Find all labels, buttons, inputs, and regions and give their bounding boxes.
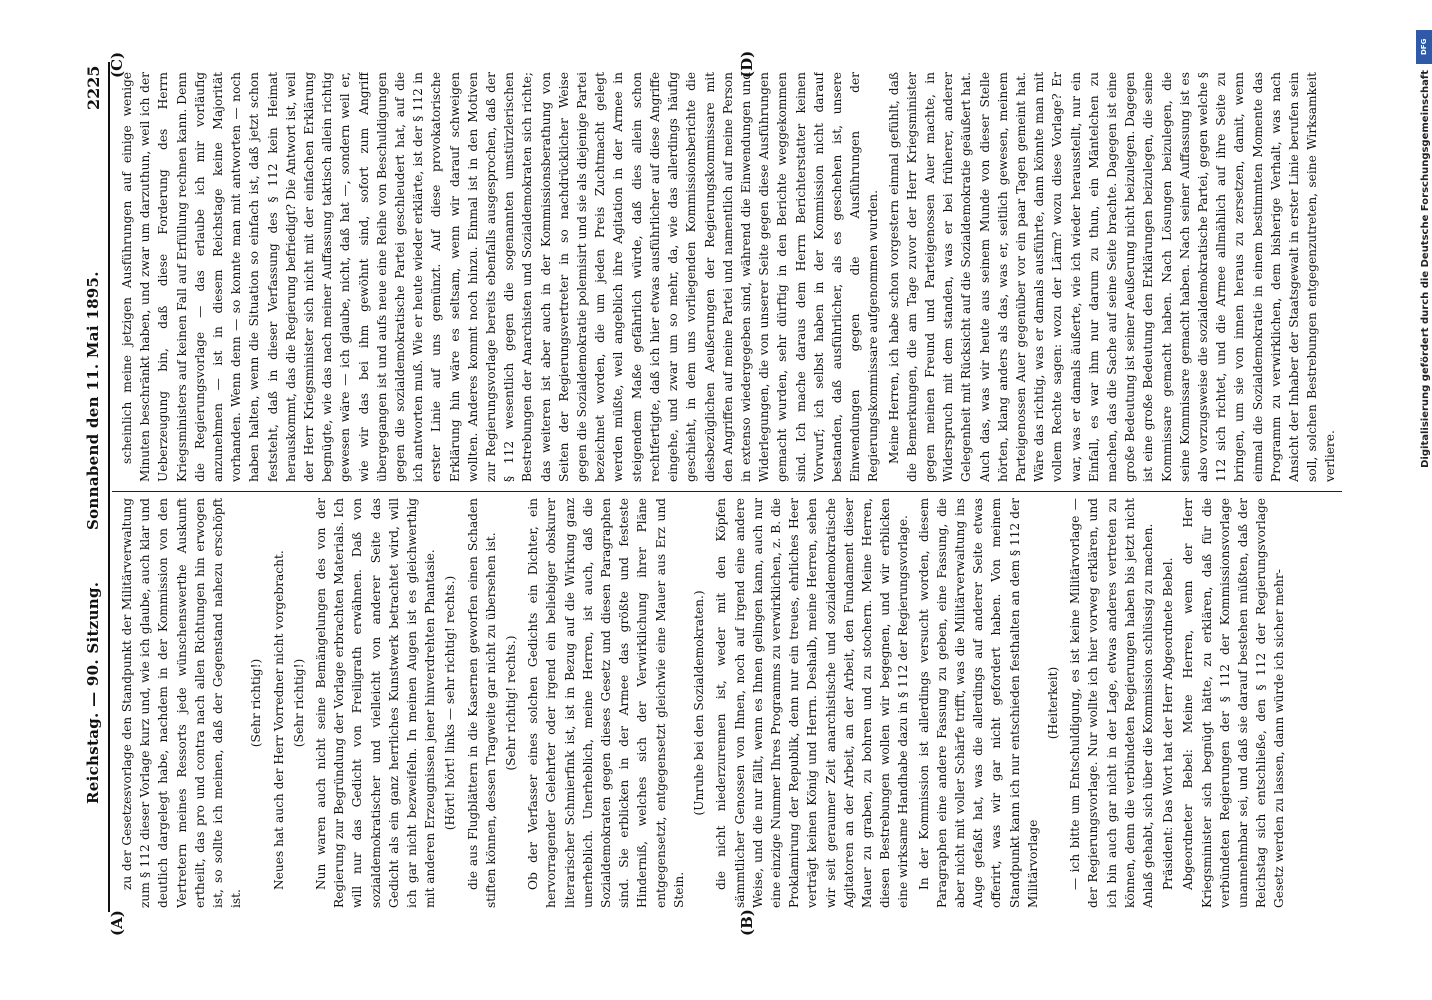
paragraph: — ich bitte um Entschuldigung, es ist keine Militärvorlage — der Regierungsvorlage. Nur wollte ich hier vorweg erklären, und ich bin auch gar nicht in der Lage, etwas anderes vertreten zu können, denn die verbündeten Regierungen haben bis jetzt nicht Anlaß gehabt, sich über die Kommission schlüssig zu machen. [1068, 498, 1155, 908]
interjection: (Sehr richtig!) [291, 658, 306, 748]
paragraph: Meine Herren, ich habe schon vorgestern einmal gefühlt, daß die Bemerkungen, die am Tage zuvor der Herr Kriegsminister gegen meinen Freund und Parteigenossen Auer machte, in Widerspruch mit dem standen, was er bei früherer, anderer Gelegenheit mit Rücksicht auf die Sozialdemokratie geäußert hat. Auch das, was wir heute aus seinem Munde von dieser Stelle hörten, klang anders als das, was er, seitlich gewesen, meinem Parteigenossen Auer gegenüber vor ein paar Tagen gemeint hat. Wäre das richtig, was er damals ausführte, dann könnte man mit vollem Rechte sagen: wozu der Lärm? wozu diese Vorlage? Er war, was er damals äußerte, wie ich wieder herausstellt, nur ein Einfall, es war ihm nur darum zu thun, ein Mäntelchen zu machen, das die Sache auf seine Seite brachte. Dagegen ist eine große Bedeutung ist seiner Aeußerung nicht beizulegen. Dagegen ist eine große Bedeutung den Erklärungen beizulegen, die seine Kommissare gemacht haben. Nach Lösungen beizulegen, die seine Kommissare gemacht haben. Nach seiner Auffassung ist es also vorzugsweise die sozialdemokratische Partei, gegen welche § 112 sich richtet, und die Armee allmählich auf ihre Seite zu bringen, um sie von innen heraus zu zersetzen, damit, wenn einmal die Sozialdemokratie in einem bestimmten Momente das Programm zu verwirklichen, dem bisherige Verhalt, was nach Ansicht der Inhaber der Staatsgewalt in erster Linie berufen sein soll, solchen Bestrebungen entgegenzutreten, seine Wirksamkeit verliere. [886, 72, 1338, 482]
left-column [118, 498, 1343, 908]
paragraph: scheinlich meine jetzigen Ausführungen auf einige wenige Minuten beschränkt haben, und zwar um darzuthun, weil ich der Ueberzeugung bin, daß diese Forderung des Herrn Kriegsministers auf keinen Fall auf Erfüllung rechnen kann. Denn die Regierungsvorlage — das erlaube ich mir vorläufig anzunehmen — ist in diesem Reichstage keine Majorität vorhanden. Wenn denn — so konnte man mit antworten — noch haben halten, wenn die Situation so einfach ist, daß jetzt schon feststeht, daß in dieser Verfassung des § 112 kein Heimat herauskommt, das die Regierung befriedigt? Die Antwort ist, weil der Herr Kriegsminister sich nicht mit der einfachen Erklärung begnügte, wie das nach meiner Auffassung taktisch allein richtig gewesen wäre — ich glaube, nicht, daß hat —, sondern weil er, wie wir das bei ihm gewöhnt sind, sofort zum Angriff übergegangen ist und aufs neue eine Reihe von Beschuldigungen gegen die sozialdemokratische Partei geschleudert hat, auf die ich antworten muß. Wie er heute wieder erklärte, ist der § 112 in erster Linie auf uns gemünzt. Auf diese provokatorische Erklärung hin wäre es seltsam, wenn wir darauf schweigen wollten. Anderes kommt noch hinzu. Einmal ist in den Motiven zur Regierungsvorlage bereits ebenfalls ausgesprochen, daß der § 112 wesentlich gegen die sogenannten umstürzlerischen Bestrebungen der Anarchisten und Sozialdemokraten sich richte; das weiteren ist aber auch in der Kommissionsberathung von Seiten der Regierungsvertreter in so nachdrücklicher Weise gegen die Sozialdemokratie polemisirt und sie als diejenige Partei bezeichnet worden, die um jeden Preis Zuchtmacht gelegt werden müßte, weil angeblich ihre Agitation in der Armee in steigendem Maße gefährlich würde, daß dies allein schon rechtfertigte, daß ich hier etwas ausführlicher auf diese Angriffe eingehe, und zwar um so mehr, da, wie das allerdings häufig geschieht, in dem uns vorliegenden Kommissionsberichte die diesbezüglichen Aeußerungen der Regierungskommissare mit den Angriffen auf meine Partei und namentlich auf meine Person in extenso wiedergegeben sind, während die Einwendungen und Widerlegungen, die von unserer Seite gegen diese Ausführungen gemacht wurden, sehr dürftig in den Berichte weggekommen sind. Ich mache daraus dem Herrn Berichterstatter keinen Vorwurf; ich selbst haben in der Kommission nicht darauf bestanden, daß ausführlicher, als es geschehen ist, unsere Einwendungen gegen die Ausführungen der Regierungskommissare aufgenommen wurden. [120, 72, 881, 482]
interjection: (Hört! hört! links — sehr richtig! rechts.) [443, 575, 458, 831]
margin-letter-b: (B) [738, 909, 756, 936]
margin-letter-a: (A) [108, 910, 126, 936]
paragraph: Neues hat auch der Herr Vorredner nicht vorgebracht. [271, 550, 286, 890]
paragraph: zu der Gesetzesvorlage den Standpunkt der Militärverwaltung zum § 112 dieser Vorlage kurz und, wie ich glaube, auch klar und deutlich dargelegt habe, nachdem in der Kommission von den Vertretern meines Ressorts jede wünschenswerthe Auskunft ertheilt, das pro und contra nach allen Richtungen hin erwogen ist, so sollte ich meinen, daß der Gegenstand nahezu erschöpft ist. [120, 498, 244, 908]
page-number: 2225 [84, 65, 103, 110]
dfg-logo: DFG [1416, 30, 1432, 64]
margin-letter-d: (D) [738, 50, 756, 78]
interjection: (Sehr richtig!) [249, 658, 264, 748]
paragraph: Abgeordneter Bebel: Meine Herren, wenn der Herr Kriegsminister sich begnügt hätte, zu erklären, daß für die verbündeten Regierungen der § 112 der Kommissionsvorlage unannehmbar sei, und daß sie darauf bestehen müßten, daß der Reichstag sich entschließe, den § 112 der Regierungsvorlage Gesetz werden zu lassen, dann würde ich sicher mehr- [1181, 498, 1287, 908]
interjection: (Unruhe bei den Sozialdemokraten.) [692, 590, 707, 816]
header-date: Sonnabend den 11. Mai 1895. [84, 271, 102, 530]
paragraph: die aus Flugblättern in die Kasernen geworfen einen Schaden stiften können, dessen Tragweite gar nicht zu übersehen ist. [465, 498, 498, 908]
right-column [118, 72, 1343, 482]
paragraph: In der Kommission ist allerdings versucht worden, diesem Paragraphen eine andere Fassung zu geben, eine Fassung, die aber nicht mit voller Schärfe trifft, was die Militärverwaltung ins Auge gefaßt hat, was die allerdings auf anderer Seite etwas offerirt, was wir gar nicht gefordert haben. Von meinem Standpunkt kann ich nur entschieden festhalten an dem § 112 der Militärvorlage [916, 498, 1040, 908]
column-divider [112, 491, 1342, 492]
interjection: (Sehr richtig! rechts.) [504, 635, 519, 771]
margin-letter-c: (C) [108, 51, 126, 78]
rotated-scan-page [0, 40, 1400, 1000]
paragraph: Nun waren auch nicht seine Bemängelungen des von der Regierung zur Begründung der Vorlage erbrachten Materials. Ich will nur das Gedicht von Freiligrath erwähnen. Daß von sozialdemokratischer und vielleicht von anderer Seite das Gedicht als ein ganz herrliches Kunstwerk betrachtet wird, will ich gar nicht bezweifeln. In meinen Augen ist es gleichwerthig mit anderen Erzeugnissen jener hinverdrehten Phantasie. [314, 498, 438, 908]
speaker-line: Präsident: Das Wort hat der Herr Abgeordnete Bebel. [1161, 557, 1176, 890]
header-left: Reichstag. — 90. Sitzung. [84, 581, 102, 804]
header-rule [108, 62, 110, 912]
interjection: (Heiterkeit) [1045, 666, 1060, 740]
paragraph: Ob der Verfasser eines solchen Gedichts ein Dichter, ein hervorragender Gelehrter oder irgend ein beliebiger obskurer literarischer Schmierfink ist, ist in Bezug auf die Wirkung ganz unerheblich. Unerheblich, meine Herren, ist auch, daß die Sozialdemokraten gegen dieses Gesetz und diesen Paragraphen sind. Sie erblicken in der Armee das größte und festeste Hinderniß, welches sich der Verwirklichung ihrer Pläne entgegensetzt, entgegensetzt gleichwie eine Mauer aus Erz und Stein. [526, 498, 686, 908]
digitization-note: Digitalisierung gefördert durch die Deutsche Forschungsgemeinschaft [1420, 70, 1431, 468]
paragraph: die nicht niederzurennen ist, weder mit den Köpfen sämmtlicher Genossen von Ihnen, noch auf irgend eine andere Weise, und die nur fällt, wenn es Ihnen gelingen kann, auch nur eine einzige Nummer Ihres Programms zu verwirklichen, z. B. die Proklamirung der Republik, denn nur ein treues, ehrliches Heer verträgt keinen König und Herrn. Deshalb, meine Herren, sehen wir seit geraumer Zeit anarchistische und sozialdemokratische Agitatoren an der Arbeit, an der Arbeit, den Fundament dieser Mauer zu graben, zu bohren und zu stochern. Meine Herren, diesen Bestrebungen wollen wir begegnen, und wir erblicken eine wirksame Handhabe dazu in § 112 der Regierungsvorlage. [714, 498, 911, 908]
